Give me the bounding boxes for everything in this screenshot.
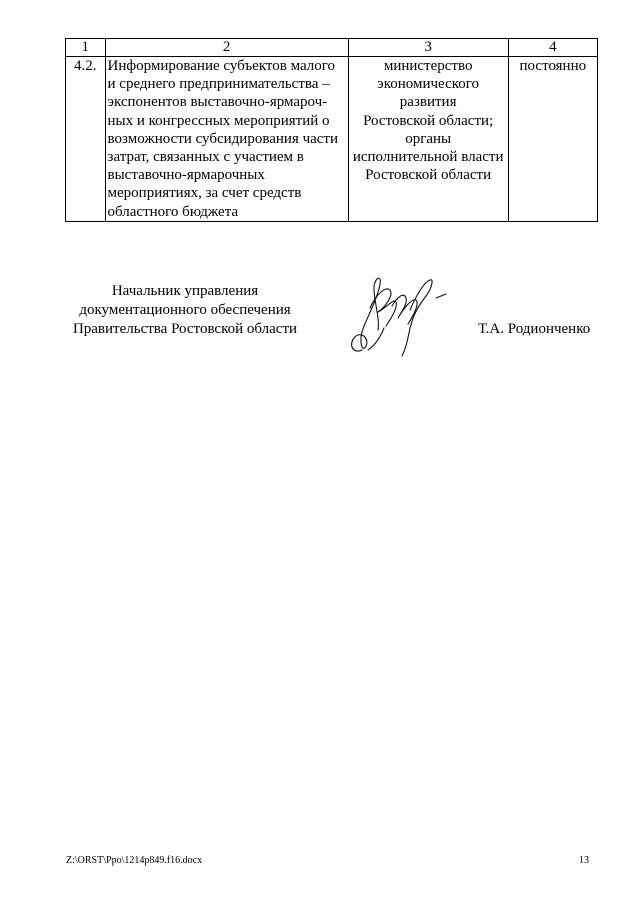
text-line: мероприятиях, за счет средств (107, 185, 302, 202)
text-line: затрат, связанных с участием в (107, 149, 304, 166)
text-line: экспонентов выставочно-ярмароч- (107, 94, 328, 111)
column-header: 2 (105, 39, 348, 57)
deadline: постоянно (508, 57, 597, 222)
text-line: органы (405, 130, 452, 147)
signatory-position (60, 282, 310, 339)
table-header-row (66, 39, 598, 57)
table-row (66, 57, 598, 222)
text-line: документационного обеспечения (79, 302, 291, 318)
responsible-organization (348, 57, 508, 222)
text-line: областного бюджета (107, 203, 239, 220)
text-line: экономического (377, 76, 480, 93)
column-header: 3 (348, 39, 508, 57)
file-path: Z:\ORST\Ppo\1214p849.f16.docx (66, 855, 203, 866)
signatory-name: Т.А. Родионченко (478, 321, 591, 337)
text-line: Правительства Ростовской области (72, 321, 298, 337)
text-line: Ростовской области (365, 167, 492, 184)
handwritten-signature (340, 268, 460, 358)
column-header: 4 (508, 39, 597, 57)
measure-description (105, 57, 348, 222)
row-number: 4.2. (66, 57, 106, 222)
page-number: 13 (579, 855, 589, 866)
text-line: министерство (383, 58, 473, 74)
text-line: выставочно-ярмарочных (107, 167, 265, 184)
text-line: возможности субсидирования части (107, 130, 339, 147)
text-line: ных и конгрессных мероприятий о (107, 112, 330, 129)
column-header: 1 (66, 39, 106, 57)
text-line: Ростовской области; (363, 112, 494, 129)
measures-table (65, 38, 598, 222)
text-line: исполнительной власти (352, 149, 504, 166)
text-line: развития (399, 94, 457, 111)
text-line: Начальник управления (111, 283, 259, 299)
text-line: и среднего предпринимательства – (107, 76, 330, 93)
text-line: Информирование субъектов малого (107, 58, 336, 74)
